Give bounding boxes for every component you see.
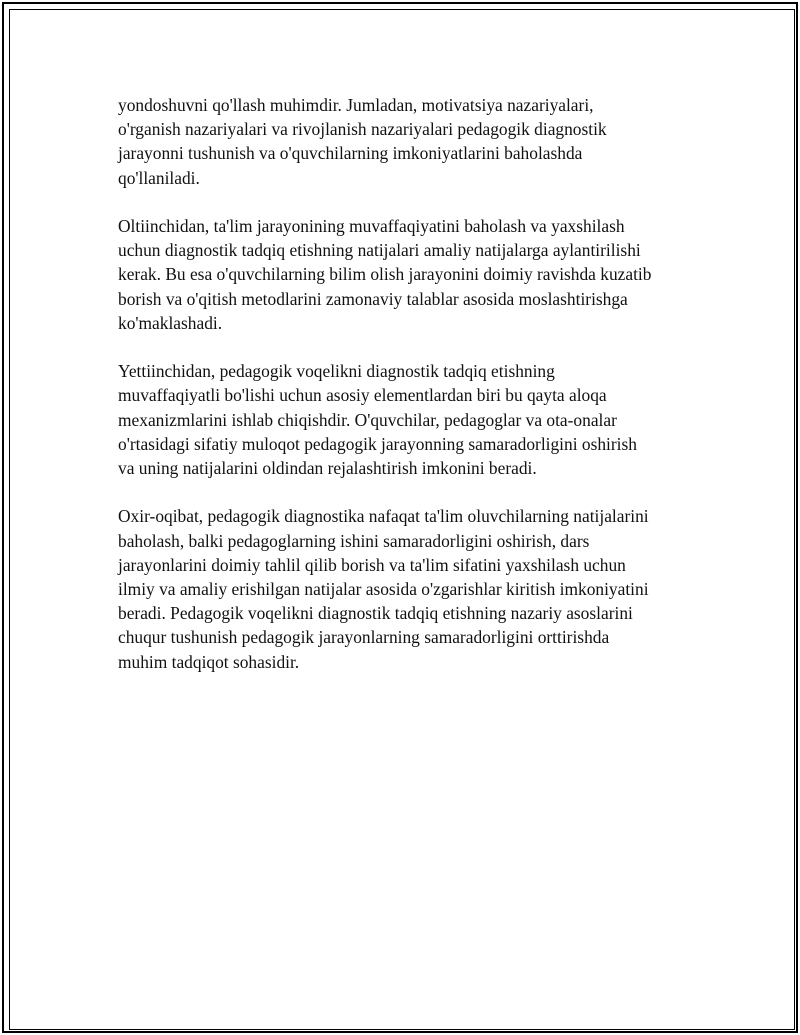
paragraph-3 — [118, 359, 698, 480]
text-line: jarayonni tushunish va o'quvchilarning imkoniyatlarini baholashda — [118, 143, 583, 164]
text-line: uchun diagnostik tadqiq etishning natijalari amaliy natijalarga aylantirilishi — [118, 240, 641, 261]
text-line: borish va o'qitish metodlarini zamonaviy talablar asosida moslashtirishga — [118, 288, 628, 309]
text-line: qo'llaniladi. — [118, 167, 200, 188]
text-line: Oxir-oqibat, pedagogik diagnostika nafaqat ta'lim oluvchilarning natijalarini — [118, 506, 649, 527]
document-body — [118, 93, 698, 698]
text-line: ilmiy va amaliy erishilgan natijalar asosida o'zgarishlar kiritish imkoniyatini — [118, 579, 649, 600]
text-line: ko'maklashadi. — [118, 312, 223, 333]
text-line: beradi. Pedagogik voqelikni diagnostik tadqiq etishning nazariy asoslarini — [118, 603, 633, 624]
paragraph-1 — [118, 93, 698, 190]
text-line: kerak. Bu esa o'quvchilarning bilim olish jarayonini doimiy ravishda kuzatib — [118, 264, 652, 285]
text-line: Oltiinchidan, ta'lim jarayonining muvaffaqiyatini baholash va yaxshilash — [118, 216, 625, 236]
text-line: muvaffaqiyatli bo'lishi uchun asosiy elementlardan biri bu qayta aloqa — [118, 385, 607, 406]
text-line: jarayonlarini doimiy tahlil qilib borish va ta'lim sifatini yaxshilash uchun — [118, 554, 626, 575]
text-line: va uning natijalarini oldindan rejalashtirish imkonini beradi. — [118, 458, 537, 479]
text-line: muhim tadqiqot sohasidir. — [118, 651, 300, 672]
text-line: o'rganish nazariyalari va rivojlanish nazariyalari pedagogik diagnostik — [118, 119, 607, 140]
text-line: baholash, balki pedagoglarning ishini samaradorligini oshirish, dars — [118, 530, 590, 551]
text-line: Yettiinchidan, pedagogik voqelikni diagnostik tadqiq etishning — [118, 361, 555, 382]
paragraph-4 — [118, 504, 698, 673]
paragraph-2 — [118, 214, 698, 335]
text-line: chuqur tushunish pedagogik jarayonlarning samaradorligini orttirishda — [118, 627, 610, 648]
text-line: mexanizmlarini ishlab chiqishdir. O'quvchilar, pedagoglar va ota-onalar — [118, 409, 617, 430]
text-line: yondoshuvni qo'llash muhimdir. Jumladan, motivatsiya nazariyalari, — [118, 95, 594, 115]
text-line: o'rtasidagi sifatiy muloqot pedagogik jarayonning samaradorligini oshirish — [118, 433, 637, 454]
